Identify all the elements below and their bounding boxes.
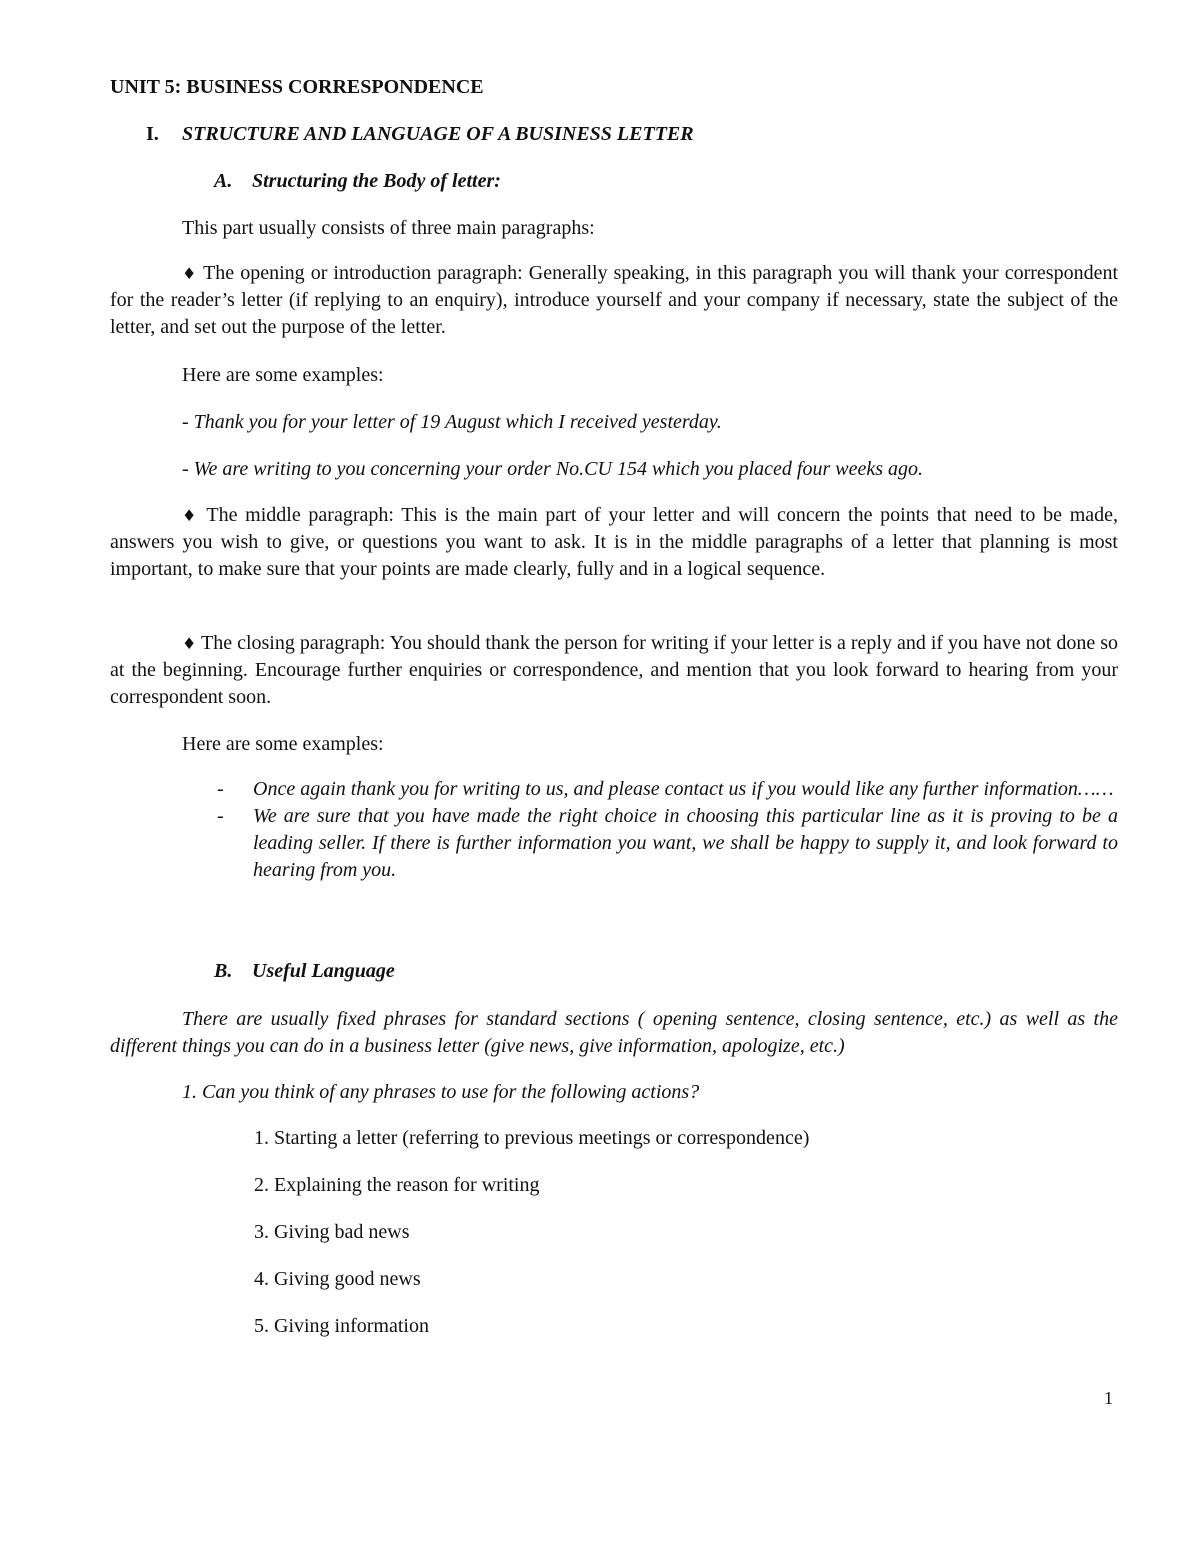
subsection-letter-b: B. — [214, 960, 233, 982]
unit-title: UNIT 5: BUSINESS CORRESPONDENCE — [110, 76, 484, 98]
example-1a: - Thank you for your letter of 19 August which I received yesterday. — [182, 411, 722, 433]
intro-paragraph: This part usually consists of three main paragraphs: — [182, 217, 595, 239]
middle-paragraph-text: The middle paragraph: This is the main part of your letter and will concern the points that need to be made, answers you wish to give, or questions you want to ask. It is in the middle paragraphs of a letter that planning is most important, to make sure that your points are made clearly, fully and in a logical sequence. — [110, 504, 1119, 580]
document-page — [110, 0, 1118, 1553]
opening-paragraph — [110, 260, 1118, 341]
closing-example-text: Once again thank you for writing to us, and please contact us if you would like any further information…… — [253, 778, 1114, 800]
action-item-3: 3. Giving bad news — [254, 1221, 410, 1243]
subsection-heading-b — [110, 958, 1118, 985]
opening-paragraph-text: The opening or introduction paragraph: Generally speaking, in this paragraph you will thank your correspondent for the reader’s letter (if replying to an enquiry), introduce yourself and your company if necessary, state the subject of the letter, and set out the purpose of the letter. — [110, 262, 1118, 338]
section-number: I. — [146, 123, 159, 145]
list-item — [110, 803, 1118, 884]
diamond-bullet-icon: ♦ — [182, 506, 200, 525]
page-number: 1 — [1104, 1388, 1113, 1408]
useful-language-intro: There are usually fixed phrases for standard sections ( opening sentence, closing sentence, etc.) as well as the different things you can do in a business letter (give news, give information, apologize, etc.) — [110, 1008, 1118, 1057]
action-item-4: 4. Giving good news — [254, 1268, 421, 1290]
list-item — [110, 776, 1118, 803]
examples-label-2: Here are some examples: — [182, 733, 384, 755]
action-item-5: 5. Giving information — [254, 1315, 429, 1337]
examples-label-1: Here are some examples: — [182, 364, 384, 386]
closing-paragraph — [110, 630, 1118, 711]
section-heading — [110, 121, 1118, 148]
question-text: 1. Can you think of any phrases to use for the following actions? — [182, 1081, 700, 1103]
dash-bullet: - — [217, 778, 224, 800]
subsection-title-a: Structuring the Body of letter: — [252, 170, 501, 192]
diamond-bullet-icon: ♦ — [182, 634, 197, 653]
subsection-title-b: Useful Language — [252, 960, 395, 982]
action-item-2: 2. Explaining the reason for writing — [254, 1174, 540, 1196]
subsection-letter-a: A. — [214, 170, 233, 192]
closing-paragraph-text: The closing paragraph: You should thank the person for writing if your letter is a reply and if you have not done so at the beginning. Encourage further enquiries or correspondence, and mention that you look forward to hearing from your correspondent soon. — [110, 632, 1119, 708]
example-1b: - We are writing to you concerning your order No.CU 154 which you placed four weeks ago. — [182, 458, 924, 480]
dash-bullet: - — [217, 805, 224, 827]
middle-paragraph — [110, 502, 1118, 583]
diamond-bullet-icon: ♦ — [182, 264, 198, 283]
closing-example-text: We are sure that you have made the right choice in choosing this particular line as it is proving to be a leading seller. If there is further information you want, we shall be happy to supply it, and look forward to hearing from you. — [253, 805, 1118, 881]
action-item-1: 1. Starting a letter (referring to previous meetings or correspondence) — [254, 1127, 810, 1149]
subsection-heading-a — [110, 168, 1118, 195]
section-title: STRUCTURE AND LANGUAGE OF A BUSINESS LETTER — [182, 123, 694, 145]
closing-examples-list — [110, 776, 1118, 884]
